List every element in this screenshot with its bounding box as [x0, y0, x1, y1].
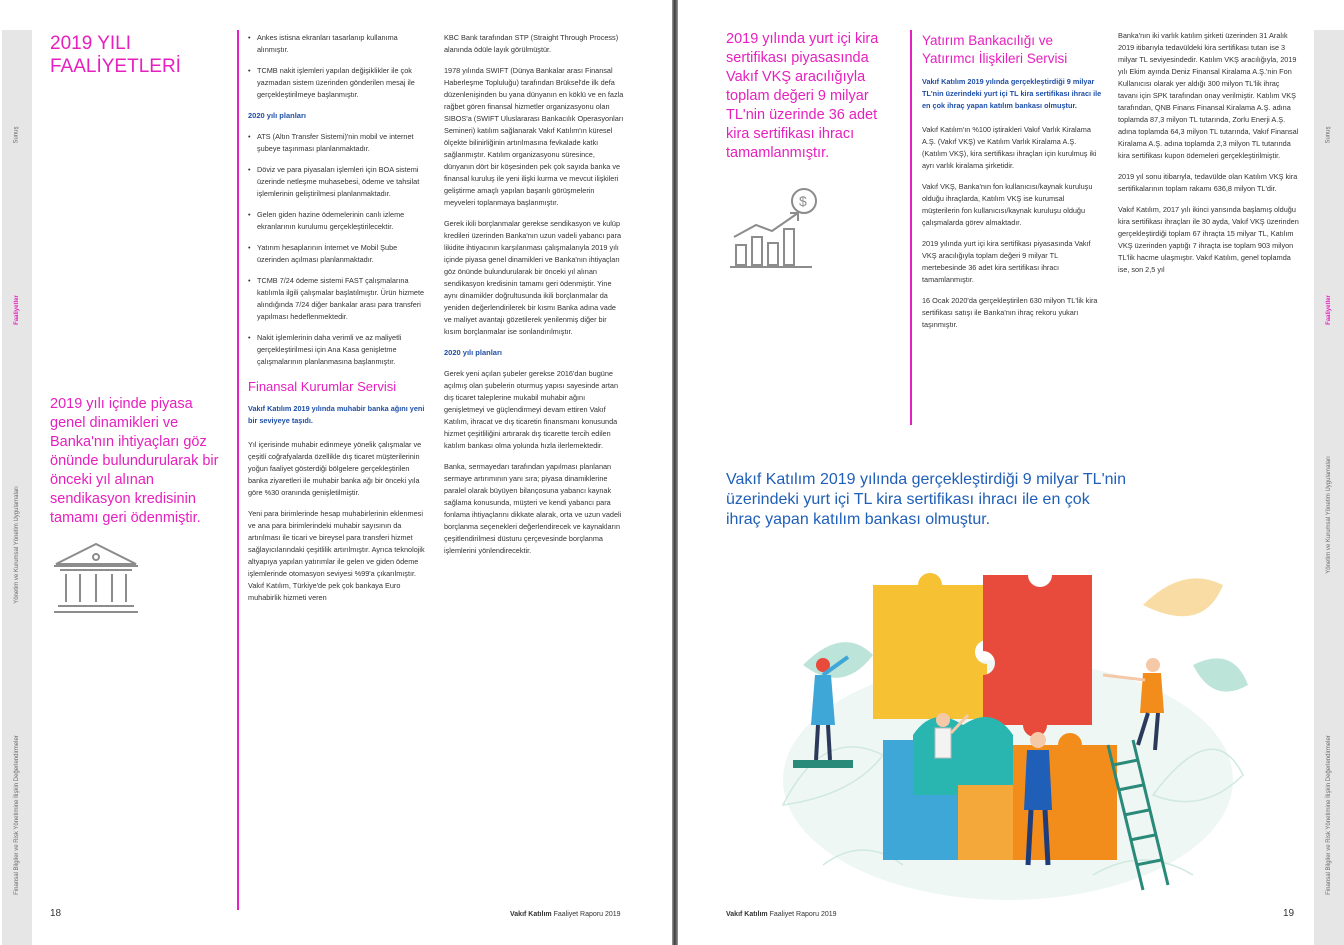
- page-number: 18: [50, 908, 62, 919]
- left-column-1: [248, 32, 426, 613]
- list-item: • Gelen giden hazine ödemelerinin canlı izleme ekranlarının kurulumu gerçekleştirilecektir.: [248, 209, 426, 233]
- paragraph: 2019 yılında yurt içi kira sertifikası piyasasında Vakıf VKŞ aracılığıyla toplam değeri 9 milyar TL mertebesinde 36 adet kira sertifikası ihracı tamamlanmıştır.: [922, 239, 1091, 284]
- left-column-2: [444, 32, 624, 566]
- paragraph: Banka'nın iki varlık katılım şirketi üzerinden 31 Aralık 2019 itibarıyla tedavüldeki kira sertifikası tutarı ise 3 milyar TL seviyesindedir. Katılım VKŞ aracılığıyla, 2019 yılı Ekim ayında Deniz Finansal Kiralama A.Ş.'nin Fon Kullanıcısı olarak yer aldığı 300 milyon TL'lik ihraç tavanı için SPK tarafından onay verilmiştir. Katılım VKŞ tarafından, QNB Finans Finansal Kiralama A.Ş. adına toplamda 87,3 milyon TL tutarında, Zorlu Enerji A.Ş. adına toplamda 64,3 milyon TL tutarında, Vakıf Finansal Kiralama A.Ş. adına toplamda 2,3 milyon TL tutarında kira sertifikası kupon ödemeleri gerçekleştirilmiştir.: [1118, 31, 1299, 160]
- right-column-2: [1118, 30, 1300, 285]
- section-tab-bar: [2, 30, 32, 945]
- plans-heading: 2020 yılı planları: [444, 348, 502, 357]
- right-column-1: [922, 32, 1102, 340]
- tab-faaliyetler[interactable]: Faaliyetler: [14, 295, 20, 325]
- list-item: • Ankes istisna ekranları tasarlanıp kullanıma alınmıştır.: [248, 32, 426, 56]
- paragraph: 16 Ocak 2020'da gerçekleştirilen 630 milyon TL'lik kira sertifikası satışı ile Banka'nın ihraç rekoru yukarı taşınmıştır.: [922, 296, 1098, 329]
- right-page: [678, 0, 1344, 945]
- puzzle-teamwork-illustration: [763, 545, 1253, 910]
- section-lead: Vakıf Katılım 2019 yılında gerçekleştirdiği 9 milyar TL'nin üzerindeki yurt içi TL kira sertifikası ihracı ile en çok ihraç yapan katılım bankası olmuştur.: [922, 77, 1102, 110]
- section-tab-bar: [1314, 30, 1344, 945]
- column-divider: [237, 30, 239, 910]
- paragraph: Vakıf Katılım'ın %100 iştirakleri Vakıf Varlık Kiralama A.Ş. (Vakıf VKŞ) ve Katılım Varlık Kiralama A.Ş. (Katılım VKŞ), kira sertifikası ihraçları için kurulmuş iki ayrı varlık kiralama şirketidir.: [922, 125, 1097, 170]
- tab-finansal-bilgiler[interactable]: Finansal Bilgiler ve Risk Yönetimine İlişkin Değerlendirmeler: [1326, 735, 1332, 895]
- pull-quote: 2019 yılı içinde piyasa genel dinamikleri ve Banka'nın ihtiyaçları göz önünde bulundurularak bir önceki yıl alınan sendikasyon kredisinin tamamı geri ödenmiştir.: [50, 396, 219, 526]
- list-item: • Nakit işlemlerinin daha verimli ve az maliyetli gerçekleştirilmesi için Ana Kasa genişletme çalışmalarının planlanmasına başlanmıştır.: [248, 332, 426, 368]
- tab-sunus[interactable]: Sunuş: [1325, 126, 1332, 144]
- column-divider: [910, 30, 912, 425]
- tab-sunus[interactable]: Sunuş: [13, 126, 20, 144]
- paragraph: 2019 yıl sonu itibarıyla, tedavülde olan Katılım VKŞ kira sertifikalarının toplam rakamı 636,8 milyon TL'dir.: [1118, 172, 1298, 193]
- paragraph: KBC Bank tarafından STP (Straight Through Process) alanında ödüle layık görülmüştür.: [444, 33, 619, 54]
- paragraph: Vakıf VKŞ, Banka'nın fon kullanıcısı/kaynak kuruluşu olduğu ihraçlarda, Katılım VKŞ ise kurumsal müşterilerin fon kullanıcısı/kaynak kuruluşu olduğu çalışmalarda görev almaktadır.: [922, 182, 1093, 227]
- plans-heading: 2020 yılı planları: [248, 111, 306, 120]
- list-item: • TCMB nakit işlemleri yapılan değişiklikler ile çok yazmadan sistem üzerinden gönderilen mesaj ile gerçekleştirilmeye başlanmıştır.: [248, 65, 426, 101]
- footer-brand: Vakıf Katılım Faaliyet Raporu 2019: [510, 911, 621, 918]
- paragraph: Yeni para birimlerinde hesap muhabirlerinin eklenmesi ve ana para birimlerindeki muhabir sayısının da artırılması ile ticari ve bireysel para transferi hizmet sağlayıcılarındaki çeşitlilik artırılmıştır. Ayrıca teknolojik altyapıya yapılan yatırımlar ile gelen ve giden ödeme işlemlerinde otomasyon seviyesi %99'a çıkarılmıştır. Vakıf Katılım, Türkiye'de pek çok bankaya Euro muhabirlik hizmeti veren: [248, 509, 425, 602]
- section-title: Finansal Kurumlar Servisi: [248, 379, 397, 394]
- footer-brand: Vakıf Katılım Faaliyet Raporu 2019: [726, 911, 837, 918]
- highlight-statement: Vakıf Katılım 2019 yılında gerçekleştirdiği 9 milyar TL'nin üzerindeki yurt içi TL kira sertifikası ihracı ile en çok ihraç yapan katılım bankası olmuştur.: [726, 471, 1126, 528]
- tab-yonetim[interactable]: Yönetim ve Kurumsal Yönetim Uygulamaları: [14, 486, 21, 604]
- paragraph: Yıl içerisinde muhabir edinmeye yönelik çalışmalar ve çeşitli coğrafyalarda özellikle dış ticaret müşterilerinin yoğun faaliyet gösterdiği bölgelere gerçekleştirilen banka ziyaretleri ile muhabir banka ağı bir önceki yıla göre %30 oranında genişletilmiştir.: [248, 440, 422, 497]
- page-number: 19: [1283, 908, 1295, 919]
- growth-chart-dollar-icon: [728, 185, 820, 270]
- list-item: • TCMB 7/24 ödeme sistemi FAST çalışmalarına katılımla ilgili çalışmalar başlatılmıştır. Ürün hizmete alındığında 7/24 diğer bankalar arası para transferi yapılması hedeflenmektedir.: [248, 275, 426, 323]
- svg-text:$: $: [799, 193, 807, 209]
- paragraph: Vakıf Katılım, 2017 yılı ikinci yarısında başlamış olduğu kira sertifikası ihraçları ile 30 ayda, Vakıf VKŞ üzerinden gerçekleştirdiği toplam 67 ihraçta 15 milyar TL, Katılım VKŞ üzerinden yaptığı 7 ihraçta ise toplam 903 milyon TL'lik hacme ulaşmıştır. Vakıf Katılım, genel toplamda ise, son 2,5 yıl: [1118, 205, 1299, 274]
- section-lead: Vakıf Katılım 2019 yılında muhabir banka ağını yeni bir seviyeye taşıdı.: [248, 404, 425, 425]
- tab-finansal-bilgiler[interactable]: Finansal Bilgiler ve Risk Yönetimine İlişkin Değerlendirmeler: [14, 735, 20, 895]
- page-title: 2019 YILI FAALİYETLERİ: [50, 33, 181, 77]
- tab-yonetim[interactable]: Yönetim ve Kurumsal Yönetim Uygulamaları: [1326, 456, 1333, 574]
- bank-building-icon: [50, 540, 142, 618]
- paragraph: Gerek yeni açılan şubeler gerekse 2016'dan bugüne açılmış olan şubelerin oturmuş yapısı sayesinde artan dış ticaret taleplerine mukabil muhabir ağını genişletmeyi ve güçlendirmeyi devam ettiren Vakıf Katılım, ihracat ve dış ticaretin finansmanı konusunda hizmet çeşitliliğini artırarak dış ticarette tercih edilen katılım bankası olma yolunda hızla ilerlemektedir.: [444, 369, 618, 450]
- list-item: • Yatırım hesaplarının İnternet ve Mobil Şube üzerinden açılması planlanmaktadır.: [248, 242, 426, 266]
- list-item: • ATS (Altın Transfer Sistemi)'nin mobil ve internet şubeye taşınması planlanmaktadır.: [248, 131, 426, 155]
- paragraph: 1978 yılında SWIFT (Dünya Bankalar arası Finansal Haberleşme Topluluğu) tarafından Brüksel'de ilk defa düzenlenişinden bu yana dünyanın en köklü ve en fazla rağbet gören finansal hizmetler organizasyonu olan SIBOS'a (SWIFT Uluslararası Bankacılık Operasyonları Semineri) katılım sağlanarak Vakıf Katılım'ın küresel ölçekte bilinirliğinin artırılmasına fevkalade katkı sağlanmıştır. Katılım organizasyonu süresince, dünyanın dört bir köşesinden pek çok sayıda banka ve finansal kuruluş ile yeni ilişki kurma ve mevcut ilişkileri geliştirme amaçlı yapılan başarılı görüşmelerin meyveleri toplanmaya başlanmıştır.: [444, 66, 624, 207]
- paragraph: Gerek ikili borçlanmalar gerekse sendikasyon ve kulüp kredileri üzerinden Banka'nın uzun vadeli yabancı para likidite ihtiyacının karşılanması çalışmalarıyla 2019 yılı içinde piyasa genel dinamikleri ve Banka'nın ihtiyaçları göz önünde bulundurularak bir önceki yıl alınan sendikasyon kredisinin tamamı geri ödenmiştir. Yine aynı dinamikler doğrultusunda ikili borçlanmalar da yeniden değerlendirilerek bir kısmı Banka adına vade ve maliyet avantajı gözetilerek yenilenmiş diğer bir kısım borçlanmalar ise sonlandırılmıştır.: [444, 219, 622, 336]
- list-item: • Döviz ve para piyasaları işlemleri için BOA sistemi üzerinde netleşme muhasebesi, ödeme ve tahsilat işlemlerinin geliştirilmesi planlanmaktadır.: [248, 164, 426, 200]
- paragraph: Banka, sermayedarı tarafından yapılması planlanan sermaye artırımının yanı sıra; piyasa dinamiklerine paralel olarak büyüyen bilançosuna yabancı kaynak sağlama konusunda, müşteri ve kendi yabancı para fonlama ihtiyaçlarını dikkate alarak, orta ve uzun vadeli borçlanma seçenekleri değerlendirecek ve kaynakların çeşitlendirilmesi düsturu çerçevesinde borçlanma işlemlerini yönlendirecektir.: [444, 462, 622, 555]
- tab-faaliyetler[interactable]: Faaliyetler: [1326, 295, 1332, 325]
- section-title: Yatırım Bankacılığı ve Yatırımcı İlişkileri Servisi: [922, 33, 1068, 66]
- pull-quote: 2019 yılında yurt içi kira sertifikası piyasasında Vakıf VKŞ aracılığıyla toplam değeri 9 milyar TL'nin üzerinde 36 adet kira sertifikası ihracı tamamlanmıştır.: [726, 31, 879, 161]
